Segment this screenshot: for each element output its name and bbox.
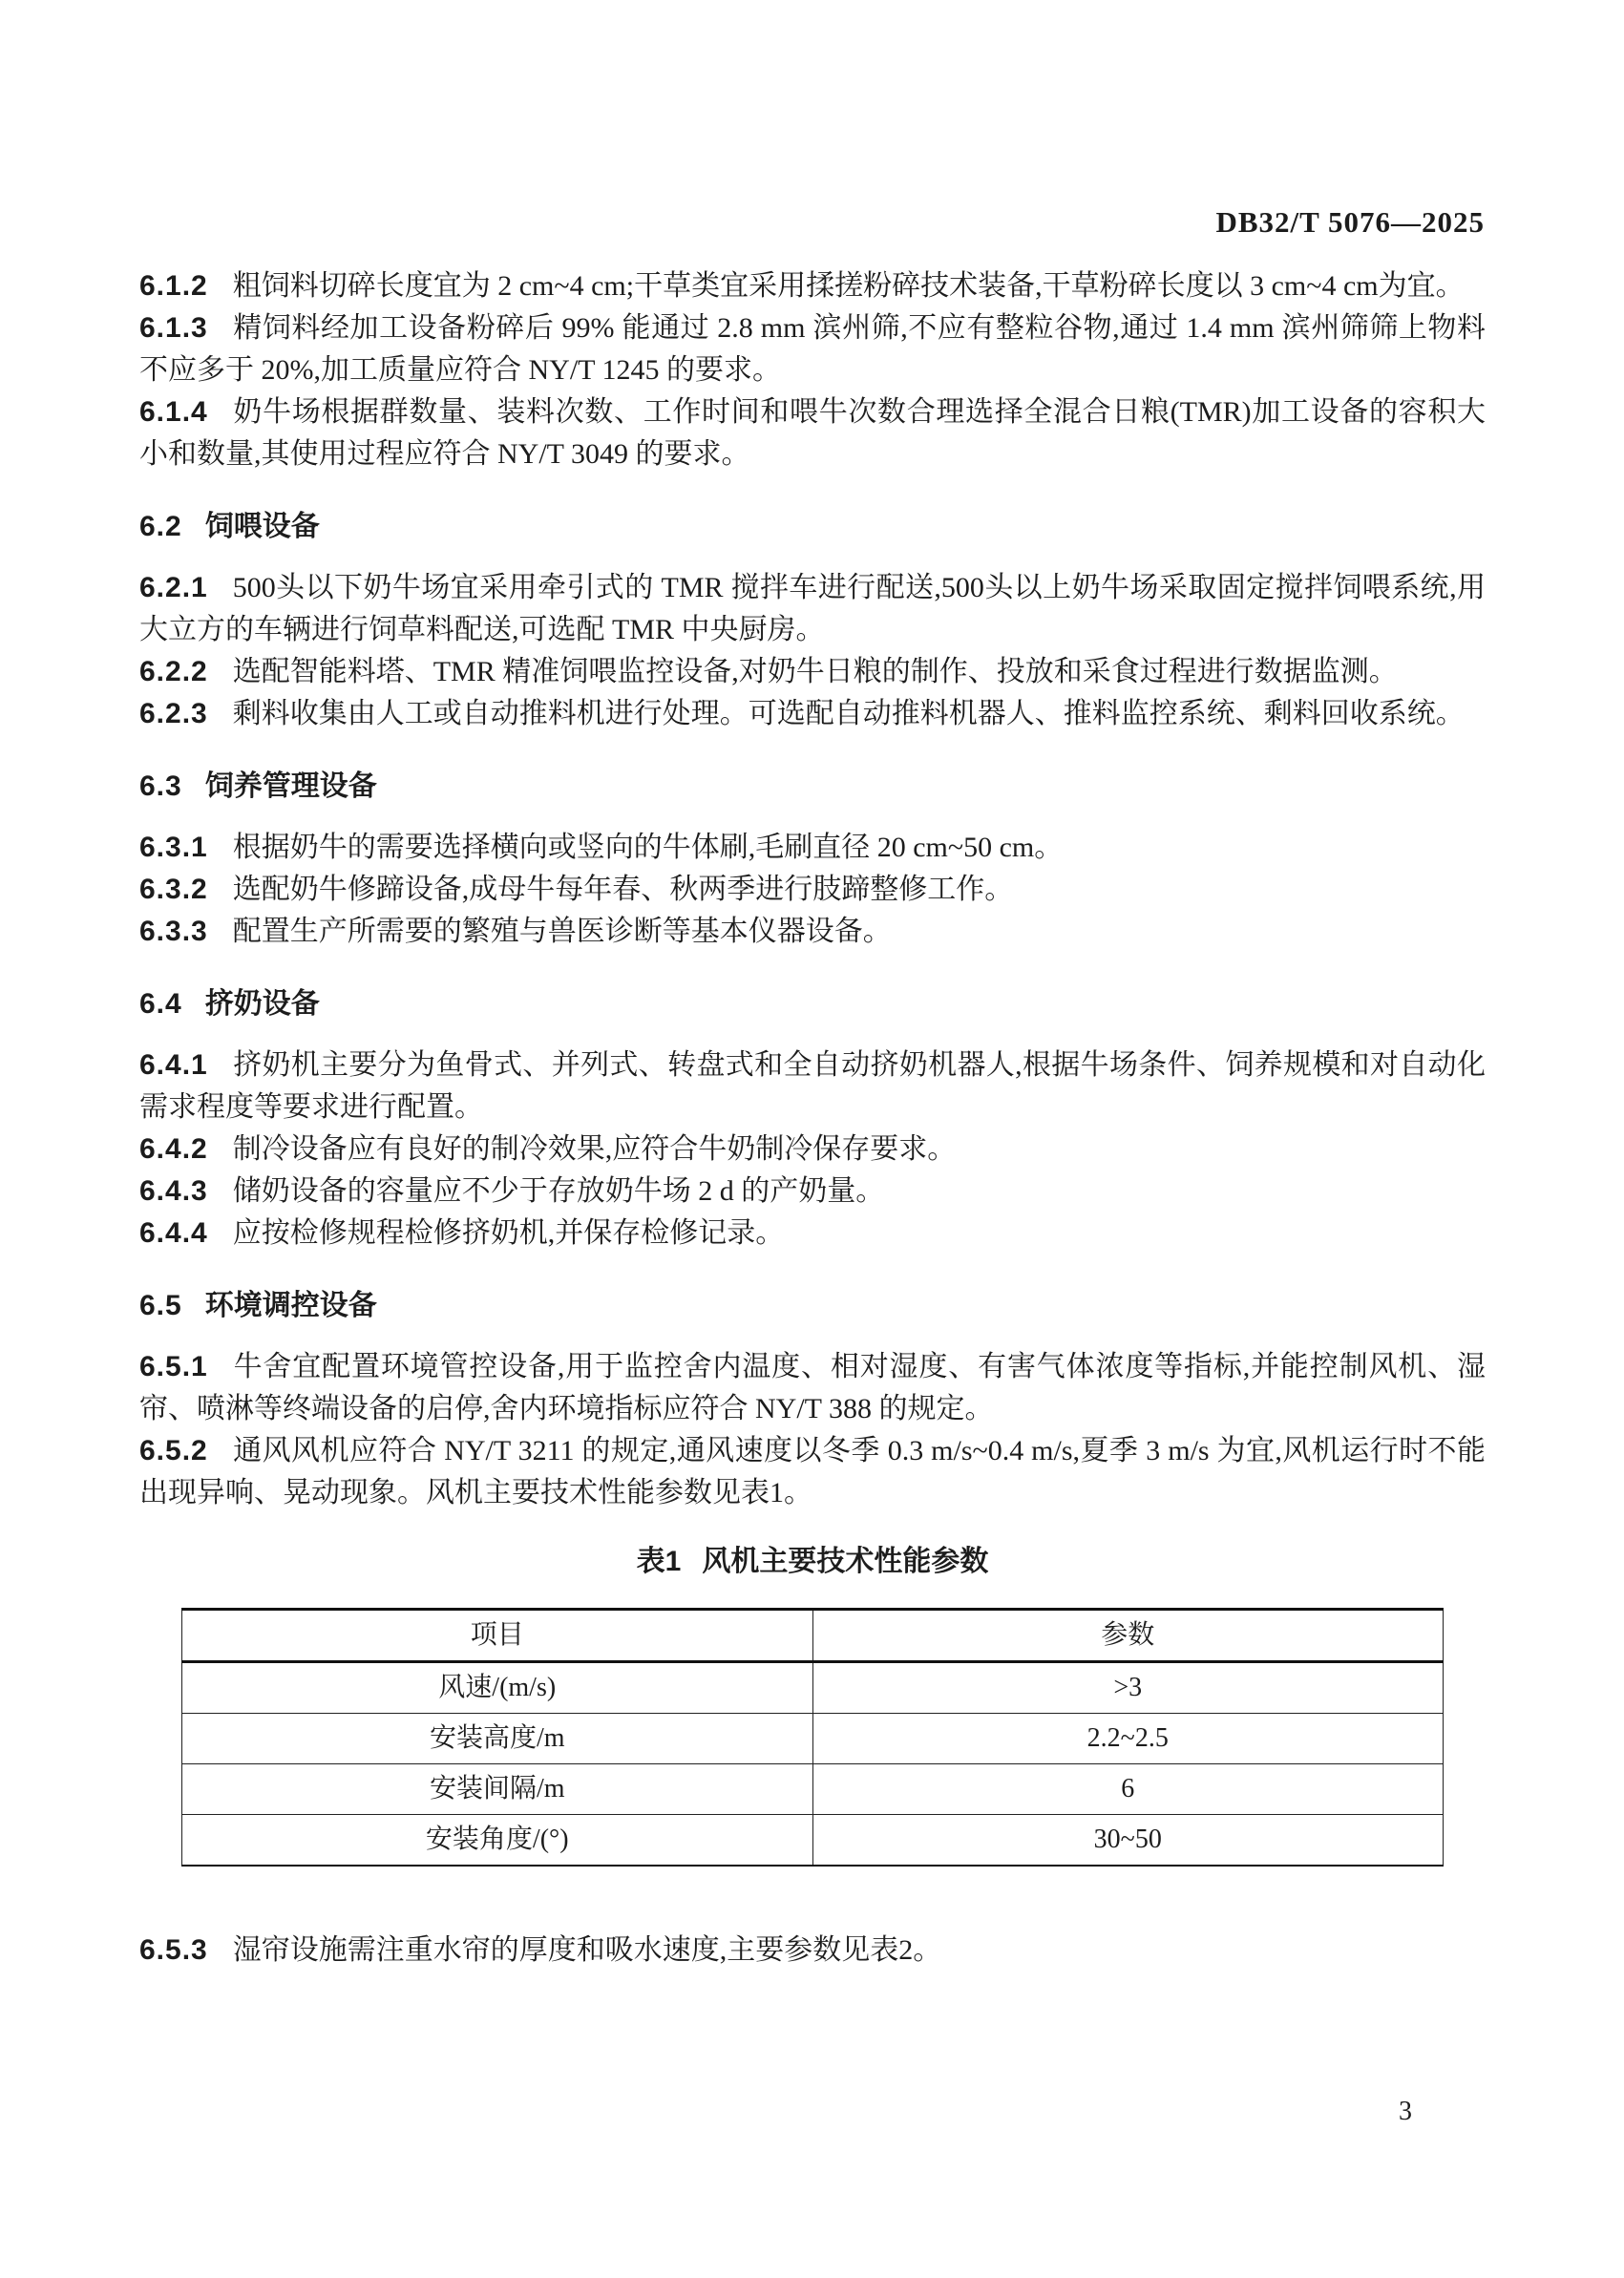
section-number: 6.3 <box>139 770 182 802</box>
clause-text: 奶牛场根据群数量、装料次数、工作时间和喂牛次数合理选择全混合日粮(TMR)加工设备的容积大小和数量,其使用过程应符合 NY/T 3049 的要求。 <box>139 396 1486 470</box>
table-cell-value: 2.2~2.5 <box>812 1714 1444 1764</box>
clause-6-5-2 <box>139 1430 1486 1514</box>
section-number: 6.2 <box>139 511 182 542</box>
clause-6-4-2 <box>139 1128 1486 1171</box>
table-row <box>182 1815 1444 1867</box>
table-cell-item: 安装角度/(°) <box>182 1815 813 1867</box>
section-heading-6-3 <box>139 766 1486 808</box>
section-heading-6-2 <box>139 506 1486 548</box>
clause-number: 6.1.2 <box>139 270 208 302</box>
clause-number: 6.2.1 <box>139 572 208 603</box>
clause-text: 剩料收集由人工或自动推料机进行处理。可选配自动推料机器人、推料监控系统、剩料回收系统。 <box>232 698 1465 729</box>
table1-fan-parameters <box>181 1608 1444 1867</box>
table-cell-item: 风速/(m/s) <box>182 1662 813 1714</box>
clause-text: 湿帘设施需注重水帘的厚度和吸水速度,主要参数见表2。 <box>232 1934 942 1966</box>
table-cell-item: 安装高度/m <box>182 1714 813 1764</box>
clause-number: 6.5.1 <box>139 1351 208 1382</box>
clause-text: 精饲料经加工设备粉碎后 99% 能通过 2.8 mm 滨州筛,不应有整粒谷物,通过 1.4 mm 滨州筛筛上物料不应多于 20%,加工质量应符合 NY/T 1245 的要求。 <box>139 312 1486 386</box>
table-cell-value: 30~50 <box>812 1815 1444 1867</box>
table-header-parameter: 参数 <box>812 1610 1444 1662</box>
clause-number: 6.2.2 <box>139 656 208 687</box>
clause-6-4-3 <box>139 1171 1486 1213</box>
document-body <box>139 265 1486 1972</box>
standard-code: DB32/T 5076—2025 <box>1215 205 1485 239</box>
clause-number: 6.4.3 <box>139 1175 208 1207</box>
section-title: 环境调控设备 <box>204 1290 377 1321</box>
section-number: 6.5 <box>139 1290 182 1321</box>
table-cell-value: 6 <box>812 1764 1444 1815</box>
clause-6-2-3 <box>139 693 1486 735</box>
clause-number: 6.4.1 <box>139 1049 208 1081</box>
clause-6-5-3 <box>139 1930 1486 1972</box>
clause-text: 通风风机应符合 NY/T 3211 的规定,通风速度以冬季 0.3 m/s~0.4 m/s,夏季 3 m/s 为宜,风机运行时不能出现异响、晃动现象。风机主要技术性能参数见表1。 <box>139 1435 1486 1508</box>
clause-6-5-1 <box>139 1346 1486 1430</box>
clause-text: 制冷设备应有良好的制冷效果,应符合牛奶制冷保存要求。 <box>232 1133 957 1165</box>
clause-number: 6.5.2 <box>139 1435 208 1466</box>
section-heading-6-5 <box>139 1285 1486 1327</box>
clause-number: 6.1.3 <box>139 312 208 344</box>
clause-text: 配置生产所需要的繁殖与兽医诊断等基本仪器设备。 <box>232 916 892 947</box>
clause-text: 根据奶牛的需要选择横向或竖向的牛体刷,毛刷直径 20 cm~50 cm。 <box>232 832 1064 863</box>
table-row <box>182 1764 1444 1815</box>
clause-number: 6.3.2 <box>139 874 208 905</box>
table-cell-item: 安装间隔/m <box>182 1764 813 1815</box>
clause-text: 挤奶机主要分为鱼骨式、并列式、转盘式和全自动挤奶机器人,根据牛场条件、饲养规模和对自动化需求程度等要求进行配置。 <box>139 1049 1486 1123</box>
table-cell-value: >3 <box>812 1662 1444 1714</box>
clause-6-3-1 <box>139 827 1486 869</box>
clause-number: 6.4.4 <box>139 1217 208 1249</box>
clause-6-1-2 <box>139 265 1486 307</box>
clause-6-4-4 <box>139 1213 1486 1255</box>
clause-text: 选配奶牛修蹄设备,成母牛每年春、秋两季进行肢蹄整修工作。 <box>232 874 1014 905</box>
clause-text: 储奶设备的容量应不少于存放奶牛场 2 d 的产奶量。 <box>232 1175 885 1207</box>
section-number: 6.4 <box>139 988 182 1020</box>
section-title: 饲养管理设备 <box>204 770 377 802</box>
section-title: 挤奶设备 <box>204 988 320 1020</box>
clause-number: 6.3.1 <box>139 832 208 863</box>
table1-title <box>139 1541 1486 1583</box>
table1-label: 表1 <box>636 1546 682 1577</box>
clause-number: 6.2.3 <box>139 698 208 729</box>
table-header-row <box>182 1610 1444 1662</box>
table-row <box>182 1662 1444 1714</box>
table-row <box>182 1714 1444 1764</box>
clause-text: 应按检修规程检修挤奶机,并保存检修记录。 <box>232 1217 785 1249</box>
clause-6-2-1 <box>139 567 1486 651</box>
clause-number: 6.4.2 <box>139 1133 208 1165</box>
clause-6-3-3 <box>139 911 1486 953</box>
section-heading-6-4 <box>139 983 1486 1025</box>
clause-6-4-1 <box>139 1044 1486 1128</box>
clause-6-1-4 <box>139 391 1486 475</box>
clause-number: 6.1.4 <box>139 396 208 428</box>
clause-number: 6.3.3 <box>139 916 208 947</box>
clause-text: 牛舍宜配置环境管控设备,用于监控舍内温度、相对湿度、有害气体浓度等指标,并能控制风机、湿帘、喷淋等终端设备的启停,舍内环境指标应符合 NY/T 388 的规定。 <box>139 1351 1486 1424</box>
clause-text: 粗饲料切碎长度宜为 2 cm~4 cm;干草类宜采用揉搓粉碎技术装备,干草粉碎长度以 3 cm~4 cm为宜。 <box>232 270 1465 302</box>
section-title: 饲喂设备 <box>204 511 320 542</box>
table1-caption: 风机主要技术性能参数 <box>702 1546 989 1577</box>
page-number: 3 <box>1399 2097 1412 2126</box>
clause-text: 500头以下奶牛场宜采用牵引式的 TMR 搅拌车进行配送,500头以上奶牛场采取固定搅拌饲喂系统,用大立方的车辆进行饲草料配送,可选配 TMR 中央厨房。 <box>139 572 1486 645</box>
clause-6-1-3 <box>139 307 1486 391</box>
table-header-item: 项目 <box>182 1610 813 1662</box>
clause-6-3-2 <box>139 869 1486 911</box>
clause-text: 选配智能料塔、TMR 精准饲喂监控设备,对奶牛日粮的制作、投放和采食过程进行数据监测。 <box>232 656 1398 687</box>
clause-number: 6.5.3 <box>139 1934 208 1966</box>
clause-6-2-2 <box>139 651 1486 693</box>
